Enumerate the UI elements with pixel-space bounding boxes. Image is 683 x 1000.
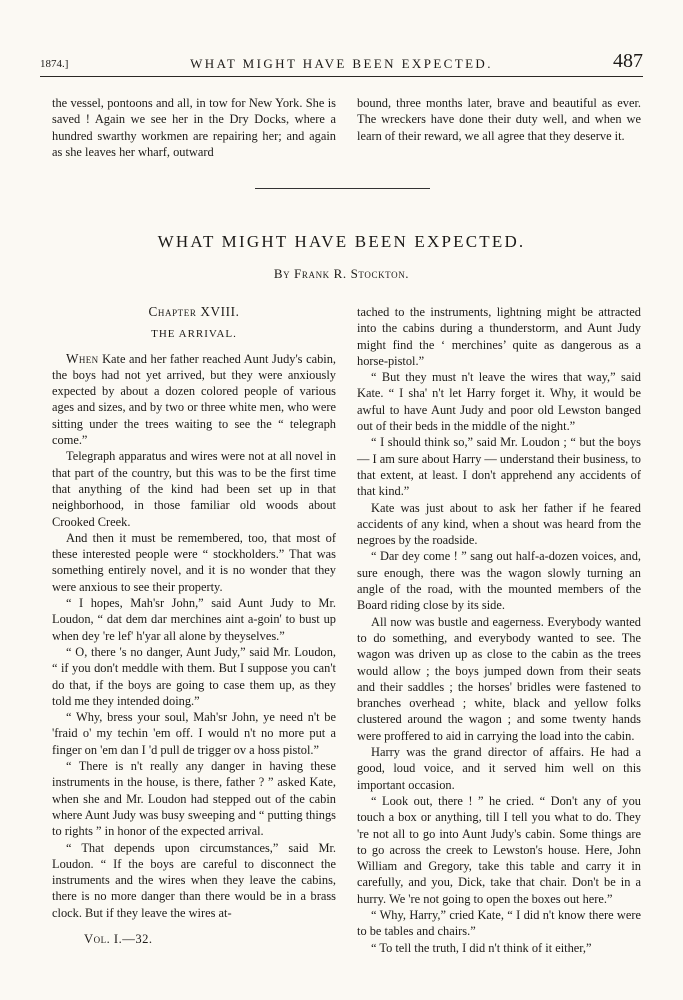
paragraph: “ There is n't really any danger in having these instruments in the house, is there, father ? ” asked Kate, when she and Mr. Loudon had stepped out of the cabin where Aunt Judy was busy sweeping and “ putting things to rights ” in honor of the expected arrival.	[52, 759, 336, 839]
paragraph: And then it must be remembered, too, that most of these interested people were “ stockholders.” That was something entirely novel, and it is no wonder that they were anxious to see their property.	[52, 530, 336, 594]
volume-signature-text: Vol. I.—32.	[84, 932, 153, 946]
continued-paragraph: the vessel, pontoons and all, in tow for New York. She is saved ! Again we see her in the Dry Docks, where a hundred swarthy workmen are repairing her; and again as she leaves her wharf, outward	[52, 96, 336, 159]
continued-paragraph: bound, three months later, brave and beautiful as ever. The wreckers have done their duty well, and when we learn of their reward, we all agree that they deserve it.	[357, 96, 641, 143]
paragraph: “ I hopes, Mah'sr John,” said Aunt Judy to Mr. Loudon, “ dat dem dar merchines aint a-goin' to bust up when dey 're lef' h'yar all alone by theyselves.”	[52, 596, 336, 643]
paragraph: Telegraph apparatus and wires were not at all novel in that part of the country, but this was to be the first time that anything of the kind had been set up in that neighborhood, in those familiar old woods about Crooked Creek.	[52, 449, 336, 529]
continued-column-left	[52, 95, 336, 160]
byline-text: By Frank R. Stockton.	[273, 266, 410, 281]
paragraph: All now was bustle and eagerness. Everybody wanted to do something, and everybody wanted to see. The wagon was driven up as close to the cabin as the trees would allow ; the boys jumped down from their seats and their saddles ; the horses' bridles were fastened to branches overhead ; white, black and yellow folks clustered around the wagon ; and some twenty hands were proffered to aid in carrying the load into the cabin.	[357, 614, 641, 743]
article-column-left	[52, 304, 336, 921]
paragraph-text: Kate and her father reached Aunt Judy's cabin, the boys had not yet arrived, but they were anxiously expected by about a dozen colored people of various ages and sizes, and by two or three white men, who were sitting under the trees waiting to see the “ telegraph come.”	[52, 351, 336, 448]
opening-word: When	[66, 350, 99, 366]
running-head	[40, 50, 643, 77]
paragraph: “ That depends upon circumstances,” said Mr. Loudon. “ If the boys are careful to disconnect the instruments and the wires when they leave the cabins, there is no more danger than there would be in a brass clock. But if they leave the wires at-	[52, 840, 336, 920]
paragraph: Harry was the grand director of affairs. He had a good, loud voice, and it served him well on this important occasion.	[357, 745, 641, 792]
chapter-heading	[52, 304, 336, 320]
header-title: WHAT MIGHT HAVE BEEN EXPECTED.	[190, 56, 493, 71]
paragraph: “ But they must n't leave the wires that way,” said Kate. “ I sha' n't let Harry forget it. Why, it would be awful to have Aunt Judy and poor old Lewston banged out of their beds in the middle of the night.”	[357, 370, 641, 434]
paragraph: tached to the instruments, lightning might be attracted into the cabins during a thunderstorm, and Aunt Judy might find the ‘ merchines’ quite as dangerous as a horse-pistol.”	[357, 305, 641, 368]
header-year: 1874.]	[40, 58, 69, 70]
paragraph: “ Why, Harry,” cried Kate, “ I did n't know there were to be tables and chairs.”	[357, 907, 641, 939]
page-number: 487	[613, 50, 643, 72]
chapter-subtitle: THE ARRIVAL.	[151, 328, 237, 341]
paragraph: Kate was just about to ask her father if he feared accidents of any kind, when a shout was heard from the negroes by the roadside.	[357, 500, 641, 548]
article-column-right	[357, 304, 641, 956]
paragraph: “ To tell the truth, I did n't think of it either,”	[371, 940, 592, 955]
volume-signature	[84, 932, 153, 947]
article-byline	[0, 266, 683, 282]
article-title: WHAT MIGHT HAVE BEEN EXPECTED.	[157, 232, 526, 251]
paragraph: “ O, there 's no danger, Aunt Judy,” said Mr. Loudon, “ if you don't meddle with them. But I suppose you can't do that, if the boys are going to case them up, as they told me they intended doing.”	[52, 644, 336, 708]
paragraph: “ Look out, there ! ” he cried. “ Don't any of you touch a box or anything, till I tell you what to do. They 're not all to go into Aunt Judy's cabin. Some things are to go across the creek to Lewston's house. Here, John William and Gregory, take this table and carry it in carefully, and you, Dick, take that chair. Don't be in a hurry. We 're not going to open the boxes out here.”	[357, 793, 641, 906]
paragraph	[52, 351, 336, 449]
paragraph: “ I should think so,” said Mr. Loudon ; “ but the boys — I am sure about Harry — understand their business, to that extent, at least. I don't apprehend any accidents of that kind.”	[357, 435, 641, 499]
section-divider	[255, 188, 430, 189]
paragraph: “ Why, bress your soul, Mah'sr John, ye need n't be 'fraid o' my techin 'em off. I would n't no more put a finger on 'em dan I 'd pull de trigger ov a hoss pistol.”	[52, 710, 336, 757]
continued-column-right	[357, 95, 641, 144]
chapter-heading-text: Chapter XVIII.	[148, 304, 240, 319]
paragraph: “ Dar dey come ! ” sang out half-a-dozen voices, and, sure enough, there was the wagon slowly turning an angle of the road, with the mounted members of the Board riding close by its side.	[357, 549, 641, 613]
